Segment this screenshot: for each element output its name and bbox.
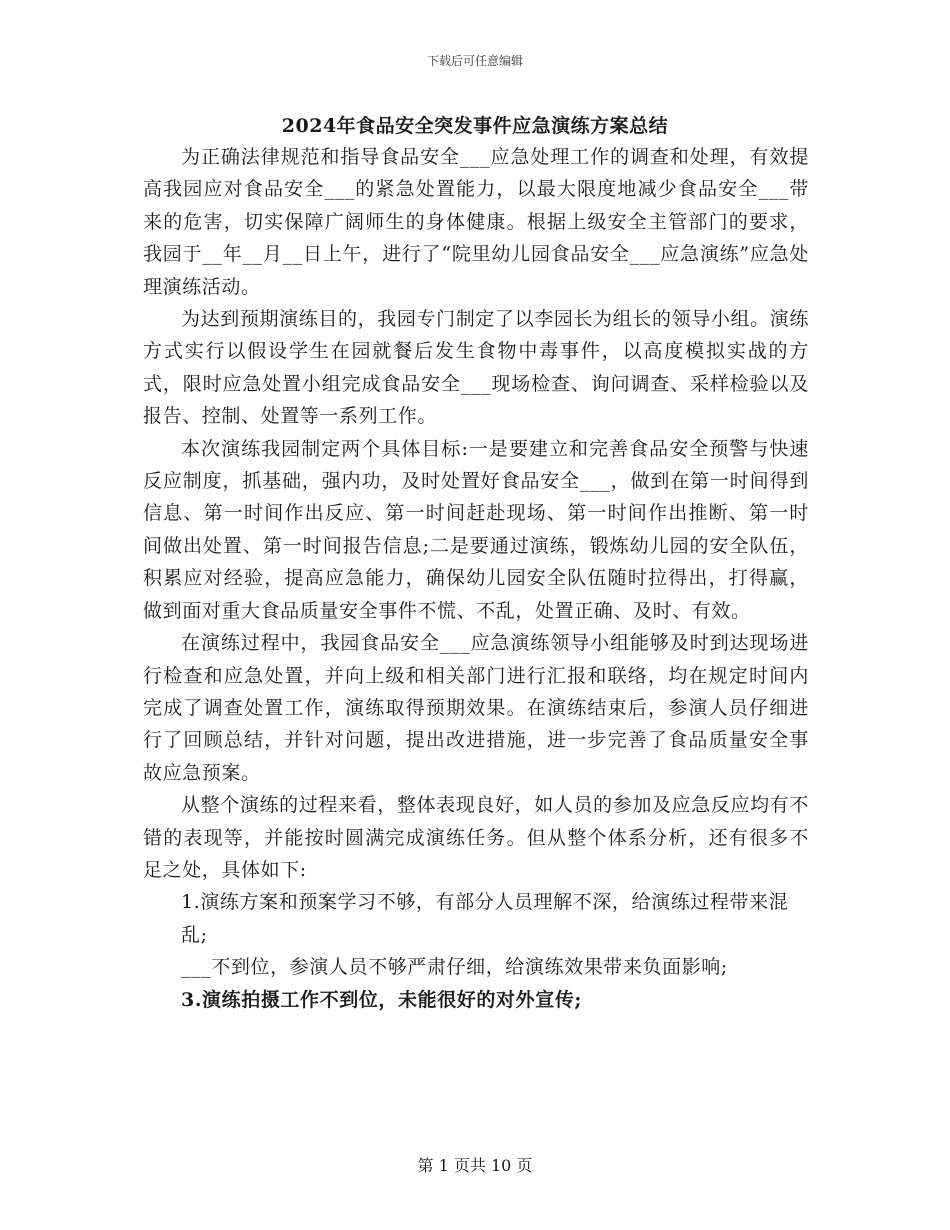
document-title: 2024年食品安全突发事件应急演练方案总结 [281, 115, 669, 137]
paragraph-process: 在演练过程中，我园食品安全___应急演练领导小组能够及时到达现场进行检查和应急处置，并向上级和相关部门进行汇报和联络，均在规定时间内完成了调查处置工作，演练取得预期效果。在演练结束后，参演人员仔细进行了回顾总结，并针对问题，提出改进措施，进一步完善了食品质量安全事故应急预案。 [143, 632, 809, 784]
paragraph-evaluation: 从整个演练的过程来看，整体表现良好，如人员的参加及应急反应均有不错的表现等，并能按时圆满完成演练任务。但从整个体系分析，还有很多不足之处，具体如下: [143, 794, 809, 881]
list-item-3: 3.演练拍摄工作不到位，未能很好的对外宣传; [181, 988, 583, 1011]
paragraph-leadership: 为达到预期演练目的，我园专门制定了以李园长为组长的领导小组。演练方式实行以假设学生在园就餐后发生食物中毒事件，以高度模拟实战的方式，限时应急处置小组完成食品安全___现场检查、询问调查、采样检验以及报告、控制、处置等一系列工作。 [143, 308, 809, 428]
paragraph-intro: 为正确法律规范和指导食品安全___应急处理工作的调查和处理，有效提高我园应对食品安全___的紧急处置能力，以最大限度地减少食品安全___带来的危害，切实保障广阔师生的身体健康。根据上级安全主管部门的要求，我园于__年__月__日上午，进行了“院里幼儿园食品安全___应急演练”应急处理演练活动。 [143, 146, 809, 298]
list-item-1: 1.演练方案和预案学习不够，有部分人员理解不深，给演练过程带来混 [181, 891, 789, 914]
list-item-1-continuation: 乱; [181, 923, 208, 946]
header-note: 下载后可任意编辑 [426, 54, 523, 68]
paragraph-goals: 本次演练我园制定两个具体目标:一是要建立和完善食品安全预警与快速反应制度，抓基础，强内功，及时处置好食品安全___，做到在第一时间得到信息、第一时间作出反应、第一时间赶赴现场、第一时间作出推断、第一时间做出处置、第一时间报告信息;二是要通过演练，锻炼幼儿园的安全队伍，积累应对经验，提高应急能力，确保幼儿园安全队伍随时拉得出，打得赢，做到面对重大食品质量安全事件不慌、不乱，处置正确、及时、有效。 [143, 437, 809, 622]
list-item-2: ___不到位，参演人员不够严肃仔细，给演练效果带来负面影响; [181, 956, 728, 979]
page-footer: 第 1 页共 10 页 [417, 1156, 533, 1175]
document-body [143, 141, 809, 1016]
